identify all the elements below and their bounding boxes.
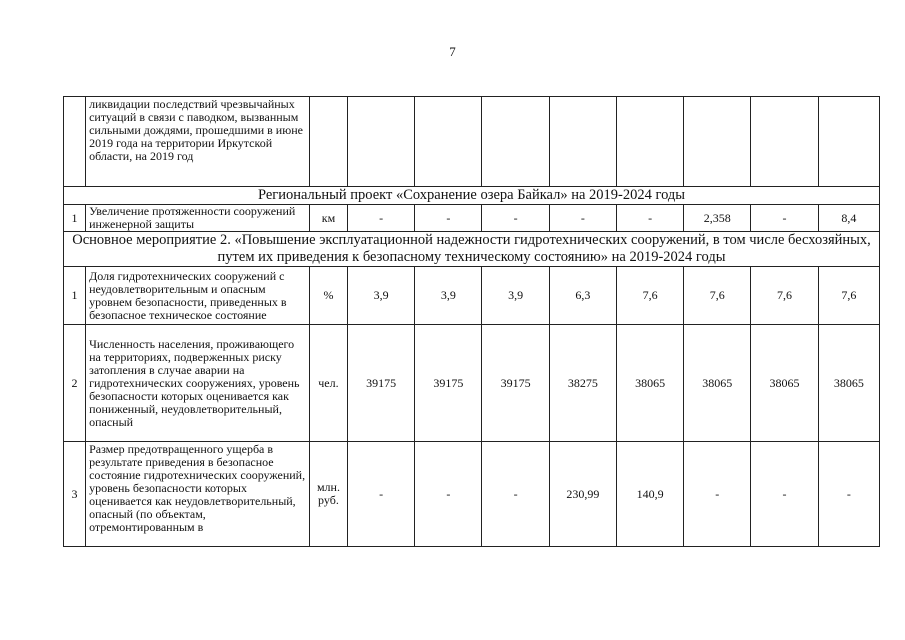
value-cell (616, 97, 683, 187)
value-cell: - (818, 442, 879, 547)
value-cell: 3,9 (482, 267, 549, 325)
value-cell: 3,9 (415, 267, 482, 325)
value-cell (348, 97, 415, 187)
indicator-name-cell: ликвидации последствий чрезвычайных ситуаций в связи с паводком, вызванным сильными дождями, прошедшими в июне 2019 года на территории Иркутской области, на 2019 год (86, 97, 310, 187)
table-row (64, 205, 880, 232)
section-header-row (64, 187, 880, 205)
unit-cell (309, 97, 347, 187)
value-cell: 230,99 (549, 442, 616, 547)
value-cell: 8,4 (818, 205, 879, 232)
value-cell: - (616, 205, 683, 232)
unit-cell: % (309, 267, 347, 325)
row-number-cell: 3 (64, 442, 86, 547)
page-number: 7 (449, 44, 456, 59)
indicator-name-cell: Размер предотвращенного ущерба в результате приведения в безопасное состояние гидротехнических сооружений, уровень безопасности которых оценивается как неудовлетворительный, опасный (по объектам, отремонтированным в (86, 442, 310, 547)
value-cell: 3,9 (348, 267, 415, 325)
value-cell: 39175 (348, 325, 415, 442)
indicator-name-cell: Доля гидротехнических сооружений с неудовлетворительным и опасным уровнем безопасности, приведенных в безопасное техническое состояние (86, 267, 310, 325)
value-cell (549, 97, 616, 187)
value-cell: - (348, 442, 415, 547)
value-cell (751, 97, 818, 187)
value-cell: 7,6 (818, 267, 879, 325)
value-cell: 38065 (818, 325, 879, 442)
value-cell: 38065 (616, 325, 683, 442)
section-title-regional-project: Региональный проект «Сохранение озера Байкал» на 2019-2024 годы (64, 187, 880, 205)
value-cell: 38065 (751, 325, 818, 442)
value-cell: - (751, 205, 818, 232)
row-number-cell: 1 (64, 205, 86, 232)
table-row-continuation (64, 97, 880, 187)
row-number-cell: 1 (64, 267, 86, 325)
value-cell: 39175 (482, 325, 549, 442)
row-number-cell: 2 (64, 325, 86, 442)
value-cell (415, 97, 482, 187)
value-cell: 7,6 (684, 267, 751, 325)
indicator-name-cell: Численность населения, проживающего на территориях, подверженных риску затопления в случае аварии на гидротехнических сооружениях, уровень безопасности которых оценивается как пониженный, неудовлетворительный, опасный (86, 325, 310, 442)
value-cell: 7,6 (751, 267, 818, 325)
value-cell: 38065 (684, 325, 751, 442)
unit-cell: чел. (309, 325, 347, 442)
value-cell: 7,6 (616, 267, 683, 325)
value-cell: - (482, 205, 549, 232)
indicators-table (63, 96, 880, 547)
unit-cell: км (309, 205, 347, 232)
value-cell: 6,3 (549, 267, 616, 325)
value-cell: 39175 (415, 325, 482, 442)
value-cell: - (751, 442, 818, 547)
value-cell: 2,358 (684, 205, 751, 232)
row-number-cell (64, 97, 86, 187)
value-cell: - (549, 205, 616, 232)
section-header-row (64, 232, 880, 267)
indicator-name-cell: Увеличение протяженности сооружений инженерной защиты (86, 205, 310, 232)
value-cell: - (348, 205, 415, 232)
value-cell (482, 97, 549, 187)
table-row (64, 325, 880, 442)
unit-cell: млн. руб. (309, 442, 347, 547)
section-title-main-activity-2: Основное мероприятие 2. «Повышение эксплуатационной надежности гидротехнических сооружений, в том числе бесхозяйных, путем их приведения к безопасному техническому состоянию» на 2019-2024 годы (64, 232, 880, 267)
value-cell (684, 97, 751, 187)
value-cell (818, 97, 879, 187)
value-cell: - (415, 205, 482, 232)
value-cell: - (482, 442, 549, 547)
value-cell: - (684, 442, 751, 547)
value-cell: - (415, 442, 482, 547)
value-cell: 140,9 (616, 442, 683, 547)
value-cell: 38275 (549, 325, 616, 442)
table-row (64, 267, 880, 325)
table-row (64, 442, 880, 547)
